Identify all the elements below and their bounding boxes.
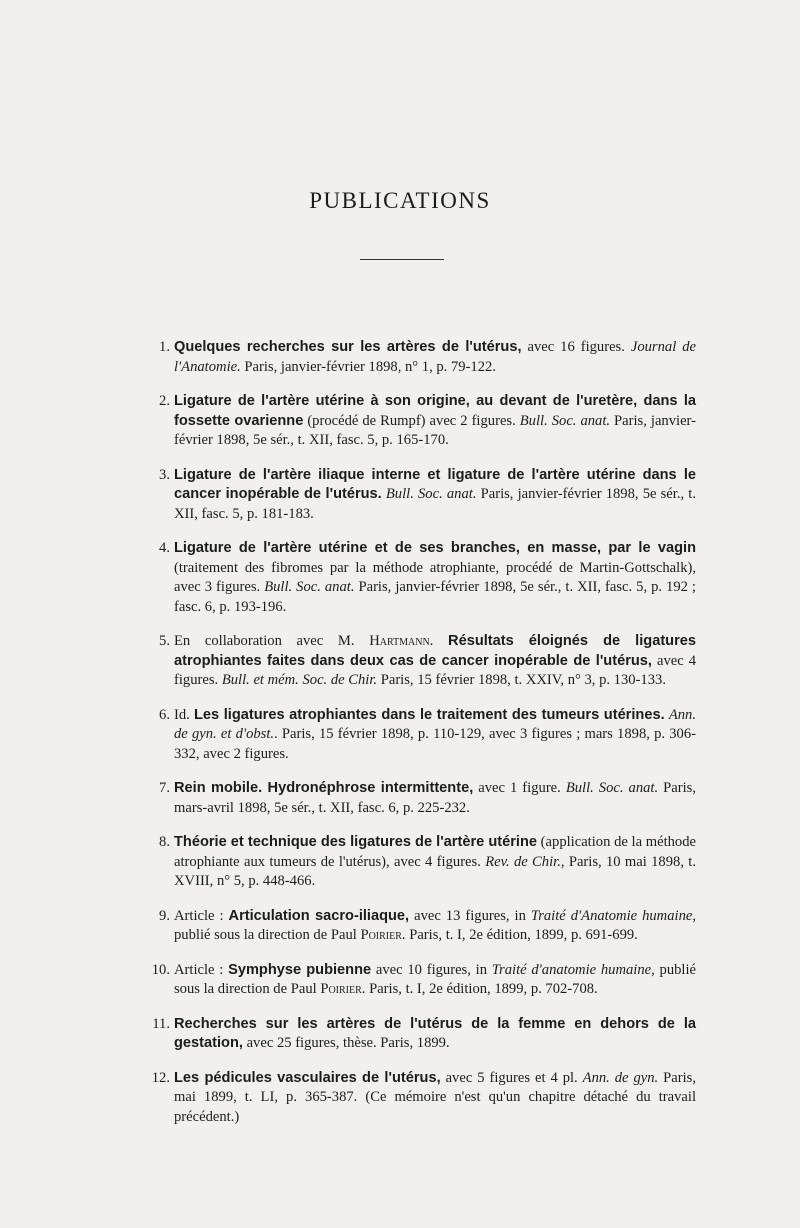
entry-text: [174, 834, 696, 889]
entry-detail: En collaboration avec M.: [174, 633, 370, 649]
entry-detail: avec 4 figures.: [174, 652, 697, 688]
entry-detail: Article :: [174, 907, 229, 924]
entry-title: Rein mobile. Hydronéphrose intermittente,: [174, 780, 474, 796]
entry-detail: avec 1 figure.: [473, 780, 566, 796]
journal-name: Rev. de Chir.: [485, 853, 561, 870]
entry-number: 3.: [159, 466, 170, 483]
publication-entry: [130, 466, 696, 525]
entry-text: [174, 908, 696, 944]
entry-text: [174, 540, 696, 615]
publication-entry: [130, 961, 696, 1000]
entry-detail: publié sous la direction de Paul: [174, 927, 361, 943]
entry-detail: (application de la méthode atrophiante aux tumeurs de l'utérus), avec 4 figures.: [174, 834, 696, 870]
entry-title: Ligature de l'artère iliaque interne et ligature de l'artère utérine dans le cancer inopérable de l'utérus.: [174, 466, 696, 502]
entry-text: [174, 393, 696, 448]
entry-title: Articulation sacro-iliaque,: [228, 907, 410, 924]
journal-name: Ann. de gyn. et d'obst.: [174, 706, 696, 742]
entry-detail: avec 5 figures et 4 pl.: [440, 1069, 583, 1086]
entry-detail: avec 25 figures, thèse. Paris, 1899.: [242, 1035, 450, 1051]
page-title: PUBLICATIONS: [309, 188, 491, 213]
journal-name: Traité d'Anatomie humaine,: [530, 907, 696, 924]
entry-text: [174, 1016, 696, 1052]
author-name: Hartmann.: [369, 633, 434, 649]
journal-name: Bull. et mém. Soc. de Chir.: [221, 672, 378, 688]
entry-detail: Article :: [174, 961, 229, 978]
entry-number: 5.: [159, 633, 170, 649]
entry-title: Ligature de l'artère utérine et de ses branches, en masse, par le vagin: [174, 540, 696, 556]
entry-text: [174, 633, 696, 688]
journal-name: Ann. de gyn.: [582, 1069, 659, 1086]
journal-name: Journal de l'Anatomie.: [174, 339, 696, 375]
entry-title: Les ligatures atrophiantes dans le traitement des tumeurs utérines.: [194, 706, 665, 723]
entry-detail: . Paris, 15 février 1898, p. 110-129, avec 3 figures ; mars 1898, p. 306-332, avec 2 figures.: [174, 726, 697, 762]
entry-detail: Paris, t. I, 2e édition, 1899, p. 691-699.: [405, 927, 638, 943]
entry-number: 6.: [159, 706, 170, 723]
entry-detail: avec 10 figures, in: [371, 961, 492, 978]
entry-title: Recherches sur les artères de l'utérus de la femme en dehors de la gestation,: [174, 1015, 696, 1051]
entry-number: 11.: [152, 1015, 170, 1032]
entry-number: 12.: [151, 1069, 170, 1086]
entry-detail: publié sous la direction de Paul: [174, 961, 697, 997]
publication-entry: [130, 632, 696, 691]
publication-entry: [130, 779, 696, 818]
entry-number: 8.: [159, 834, 170, 850]
entry-title: Quelques recherches sur les artères de l'utérus,: [174, 339, 522, 355]
entry-text: [174, 707, 696, 762]
entry-text: [174, 780, 696, 816]
journal-name: Bull. Soc. anat.: [565, 780, 659, 796]
journal-name: Bull. Soc. anat.: [519, 412, 611, 429]
entry-title: Symphyse pubienne: [228, 961, 372, 978]
publication-entry: [130, 1015, 696, 1054]
entry-number: 2.: [159, 393, 170, 409]
entry-text: [174, 962, 696, 998]
entry-number: 7.: [159, 780, 170, 796]
journal-name: Bull. Soc. anat.: [385, 486, 477, 502]
journal-name: Bull. Soc. anat.: [264, 579, 355, 595]
publication-entry: [130, 907, 696, 946]
entry-detail: avec 16 figures.: [521, 339, 631, 355]
entry-detail: Paris, mars-avril 1898, 5e sér., t. XII, fasc. 6, p. 225-232.: [174, 780, 696, 816]
entry-text: [174, 1070, 696, 1125]
entry-title: Théorie et technique des ligatures de l'artère utérine: [174, 834, 537, 850]
publication-entry: [130, 338, 696, 377]
entry-detail: (procédé de Rumpf) avec 2 figures.: [303, 412, 520, 429]
publication-list: [130, 338, 696, 1142]
entry-number: 10.: [151, 961, 170, 978]
entry-detail: Paris, janvier-février 1898, n° 1, p. 79-122.: [240, 358, 496, 375]
entry-detail: Paris, janvier-février 1898, 5e sér., t. XII, fasc. 5, p. 181-183.: [174, 486, 696, 522]
entry-text: [174, 467, 696, 522]
publication-entry: [130, 539, 696, 617]
entry-detail: Paris, mai 1899, t. LI, p. 365-387. (Ce mémoire n'est qu'un chapitre détaché du travail précédent.): [174, 1069, 697, 1125]
author-name: Poirier.: [360, 927, 406, 943]
entry-detail: Paris, t. I, 2e édition, 1899, p. 702-708.: [365, 981, 598, 997]
publication-entry: [130, 392, 696, 451]
entry-number: 4.: [159, 540, 170, 556]
entry-detail: Paris, janvier-février 1898, 5e sér., t. XII, fasc. 5, p. 192 ; fasc. 6, p. 193-196.: [174, 579, 696, 615]
entry-detail: [433, 633, 448, 649]
entry-detail: , Paris, 10 mai 1898, t. XVIII, n° 5, p. 448-466.: [174, 853, 696, 889]
entry-title: Les pédicules vasculaires de l'utérus,: [174, 1069, 441, 1086]
entry-detail: Paris, janvier-février 1898, 5e sér., t. XII, fasc. 5, p. 165-170.: [174, 412, 696, 448]
publication-entry: [130, 1069, 696, 1128]
entry-detail: Paris, 15 février 1898, t. XXIV, n° 3, p. 130-133.: [377, 672, 666, 688]
entry-title: Ligature de l'artère utérine à son origine, au devant de l'uretère, dans la fossette ovarienne: [174, 393, 696, 429]
publication-entry: [130, 706, 696, 765]
entry-detail: avec 13 figures, in: [409, 907, 531, 924]
entry-title: Résultats éloignés de ligatures atrophiantes faites dans deux cas de cancer inopérable de l'utérus,: [174, 633, 697, 669]
entry-text: [174, 339, 696, 375]
entry-detail: Id.: [174, 706, 194, 723]
author-name: Poirier.: [320, 981, 366, 997]
entry-number: 1.: [159, 339, 170, 355]
publication-entry: [130, 833, 696, 892]
title-divider: [360, 259, 444, 260]
journal-name: Traité d'anatomie humaine,: [491, 961, 655, 978]
entry-detail: (traitement des fibromes par la méthode atrophiante, procédé de Martin-Gottschalk), avec 3 figures.: [174, 559, 696, 595]
entry-number: 9.: [159, 907, 170, 924]
